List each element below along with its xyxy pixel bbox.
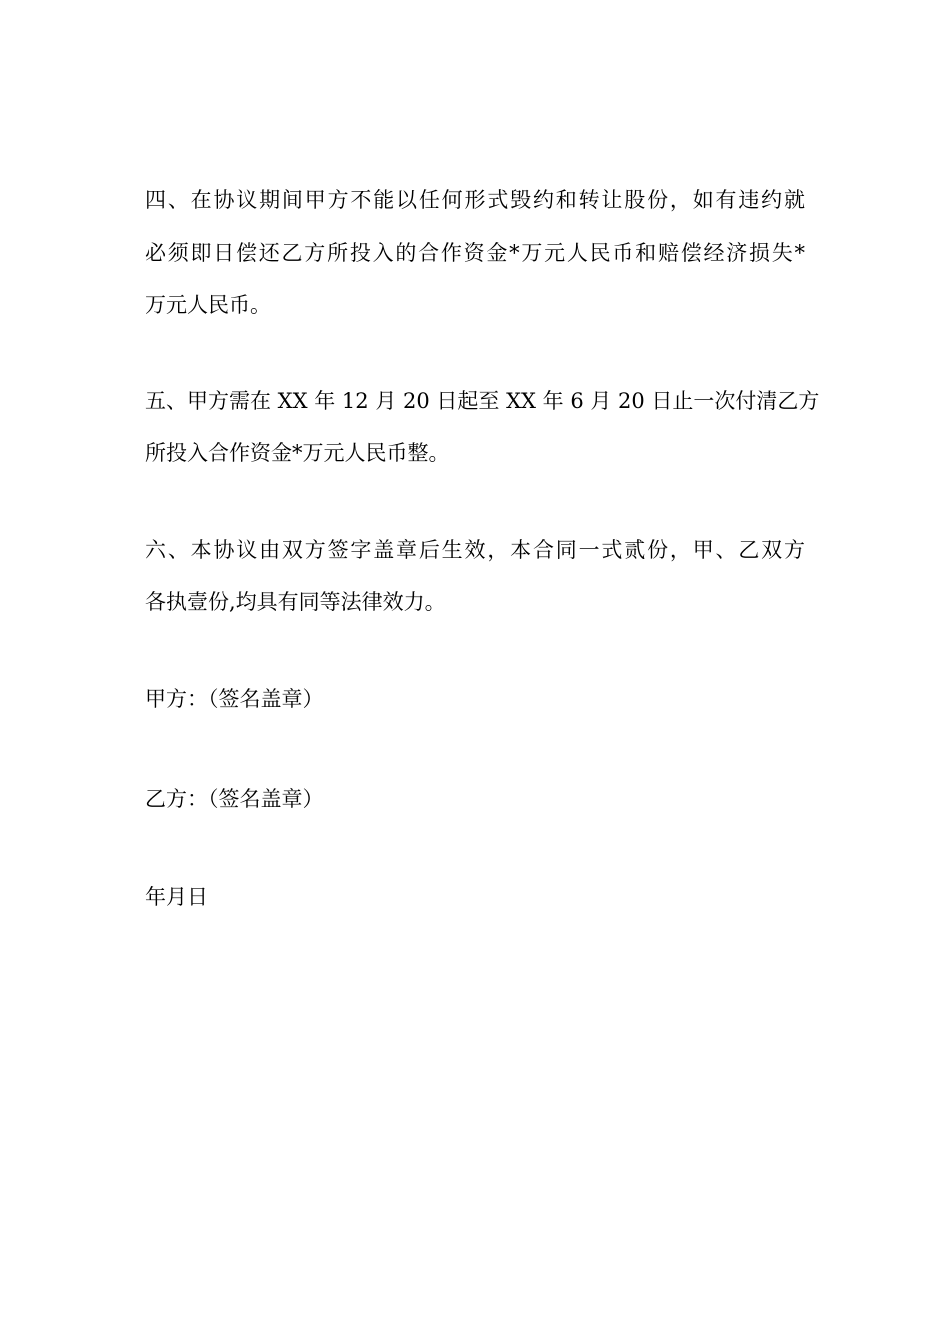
party-a-signature: 甲方：（签名盖章） (145, 687, 324, 711)
clause-4-line-1: 四、在协议期间甲方不能以任何形式毁约和转让股份，如有违约就 (145, 188, 805, 212)
clause-5-line-1: 五、甲方需在 XX 年 12 月 20 日起至 XX 年 6 月 20 日止一次付清乙方 (145, 389, 820, 413)
clause-4-line-3: 万元人民币。 (145, 293, 271, 317)
signature-date: 年月日 (145, 885, 208, 909)
clause-6-line-1: 六、本协议由双方签字盖章后生效，本合同一式贰份，甲、乙双方 (145, 538, 805, 562)
clause-4-line-2: 必须即日偿还乙方所投入的合作资金*万元人民币和赔偿经济损失* (145, 241, 805, 265)
party-b-signature: 乙方：（签名盖章） (145, 787, 324, 811)
clause-5-line-2: 所投入合作资金*万元人民币整。 (145, 441, 450, 465)
clause-6-line-2: 各执壹份,均具有同等法律效力。 (145, 590, 446, 614)
